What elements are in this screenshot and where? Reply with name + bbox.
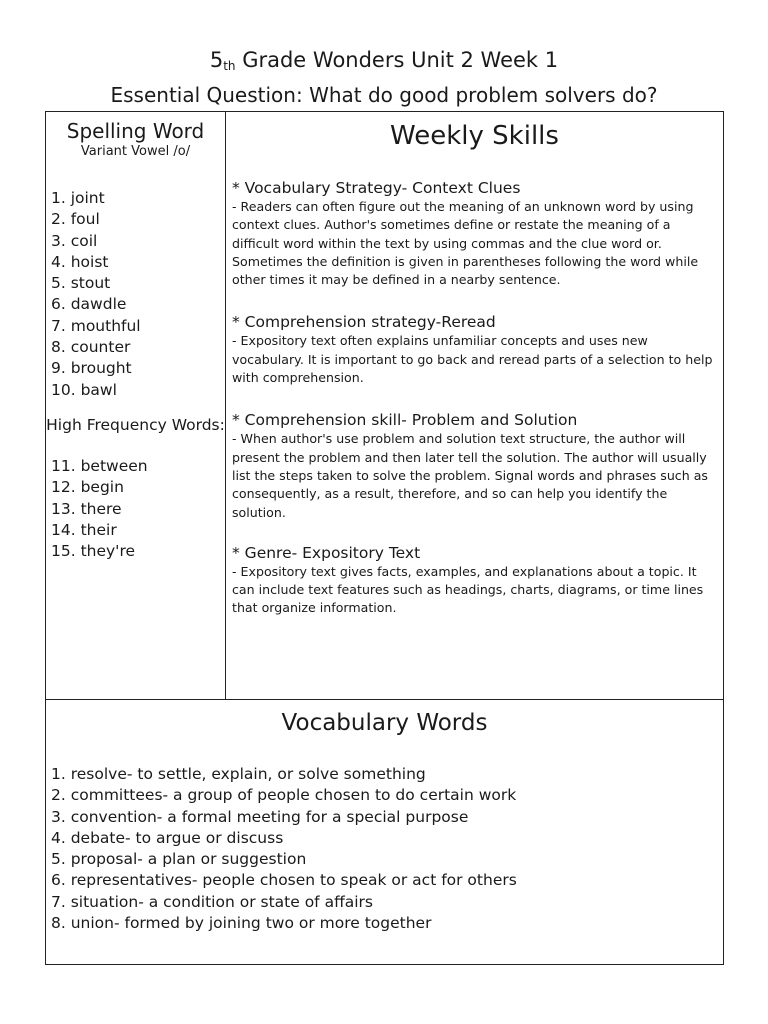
- vocabulary-item: 7. situation- a condition or state of affairs: [51, 892, 373, 911]
- page-title: [0, 44, 768, 79]
- high-frequency-word: 14. their: [51, 520, 117, 539]
- high-frequency-word: 12. begin: [51, 478, 124, 497]
- spelling-subtitle: Variant Vowel /o/: [80, 144, 191, 159]
- skill-heading: * Comprehension strategy-Reread: [232, 313, 496, 332]
- skill-item: [226, 410, 723, 521]
- skill-body: - Expository text often explains unfamiliar concepts and uses new vocabulary. It is important to go back and reread parts of a selection to help with comprehension.: [232, 333, 713, 386]
- skills-title: Weekly Skills: [390, 121, 559, 151]
- spelling-word: 8. counter: [51, 338, 131, 357]
- essential-question: [0, 79, 768, 111]
- vocabulary-item: 8. union- formed by joining two or more together: [51, 914, 432, 933]
- spelling-word: 7. mouthful: [51, 316, 141, 335]
- high-frequency-title: High Frequency Words:: [46, 415, 225, 434]
- spelling-word: 1. joint: [51, 189, 105, 207]
- skill-item: [226, 312, 723, 387]
- high-frequency-word: 13. there: [51, 499, 122, 518]
- spelling-word: 9. brought: [51, 359, 132, 378]
- grade-number: 5: [209, 48, 224, 72]
- skill-item: [226, 543, 723, 618]
- skill-body: - Expository text gives facts, examples, and explanations about a topic. It can include text features such as headings, charts, diagrams, or time lines that organize information.: [232, 563, 704, 616]
- spelling-word: 4. hoist: [51, 252, 109, 271]
- page-header: [0, 44, 768, 111]
- spelling-word: 6. dawdle: [51, 295, 127, 314]
- title-rest: Grade Wonders Unit 2 Week 1: [235, 48, 559, 72]
- question-text: What do good problem solvers do?: [309, 83, 658, 107]
- skill-heading: * Vocabulary Strategy- Context Clues: [232, 179, 521, 197]
- question-label: Essential Question:: [110, 83, 310, 107]
- spelling-list: [46, 188, 225, 401]
- vocabulary-item: 3. convention- a formal meeting for a special purpose: [51, 807, 469, 826]
- worksheet-table: [45, 111, 724, 965]
- vocabulary-item: 2. committees- a group of people chosen to do certain work: [51, 786, 517, 805]
- top-row: [46, 112, 723, 700]
- vocabulary-list: [46, 764, 723, 934]
- skill-item: [226, 178, 723, 289]
- spelling-word: 10. bawl: [51, 380, 117, 399]
- spelling-title: Spelling Word: [66, 119, 205, 143]
- vocabulary-item: 4. debate- to argue or discuss: [51, 828, 284, 847]
- spelling-word: 3. coil: [51, 231, 98, 250]
- grade-suffix: th: [223, 59, 236, 73]
- skill-body: - Readers can often figure out the meaning of an unknown word by using context clues. Author's sometimes define or restate the meaning of a difficult word within the text by using commas and the clue word or. Sometimes the definition is given in parentheses following the word while other times it may be defined in a nearby sentence.: [232, 199, 699, 288]
- high-frequency-word: 15. they're: [51, 542, 136, 561]
- skill-body: - When author's use problem and solution text structure, the author will present the problem and then later tell the solution. The author will usually list the steps taken to solve the problem. Signal words and phrases such as consequently, as a result, therefore, and so can help you identify the solution.: [232, 431, 708, 520]
- vocabulary-item: 1. resolve- to settle, explain, or solve something: [51, 765, 426, 783]
- skill-heading: * Genre- Expository Text: [232, 543, 421, 562]
- high-frequency-list: [46, 456, 225, 562]
- vocabulary-item: 5. proposal- a plan or suggestion: [51, 850, 307, 869]
- vocabulary-title: Vocabulary Words: [281, 710, 488, 736]
- vocabulary-section: [46, 700, 723, 964]
- skills-column: [226, 112, 723, 699]
- spelling-column: [46, 112, 226, 699]
- skill-heading: * Comprehension skill- Problem and Solution: [232, 411, 578, 430]
- high-frequency-word: 11. between: [51, 456, 148, 475]
- spelling-word: 5. stout: [51, 274, 111, 293]
- spelling-word: 2. foul: [51, 210, 100, 229]
- vocabulary-item: 6. representatives- people chosen to speak or act for others: [51, 871, 517, 890]
